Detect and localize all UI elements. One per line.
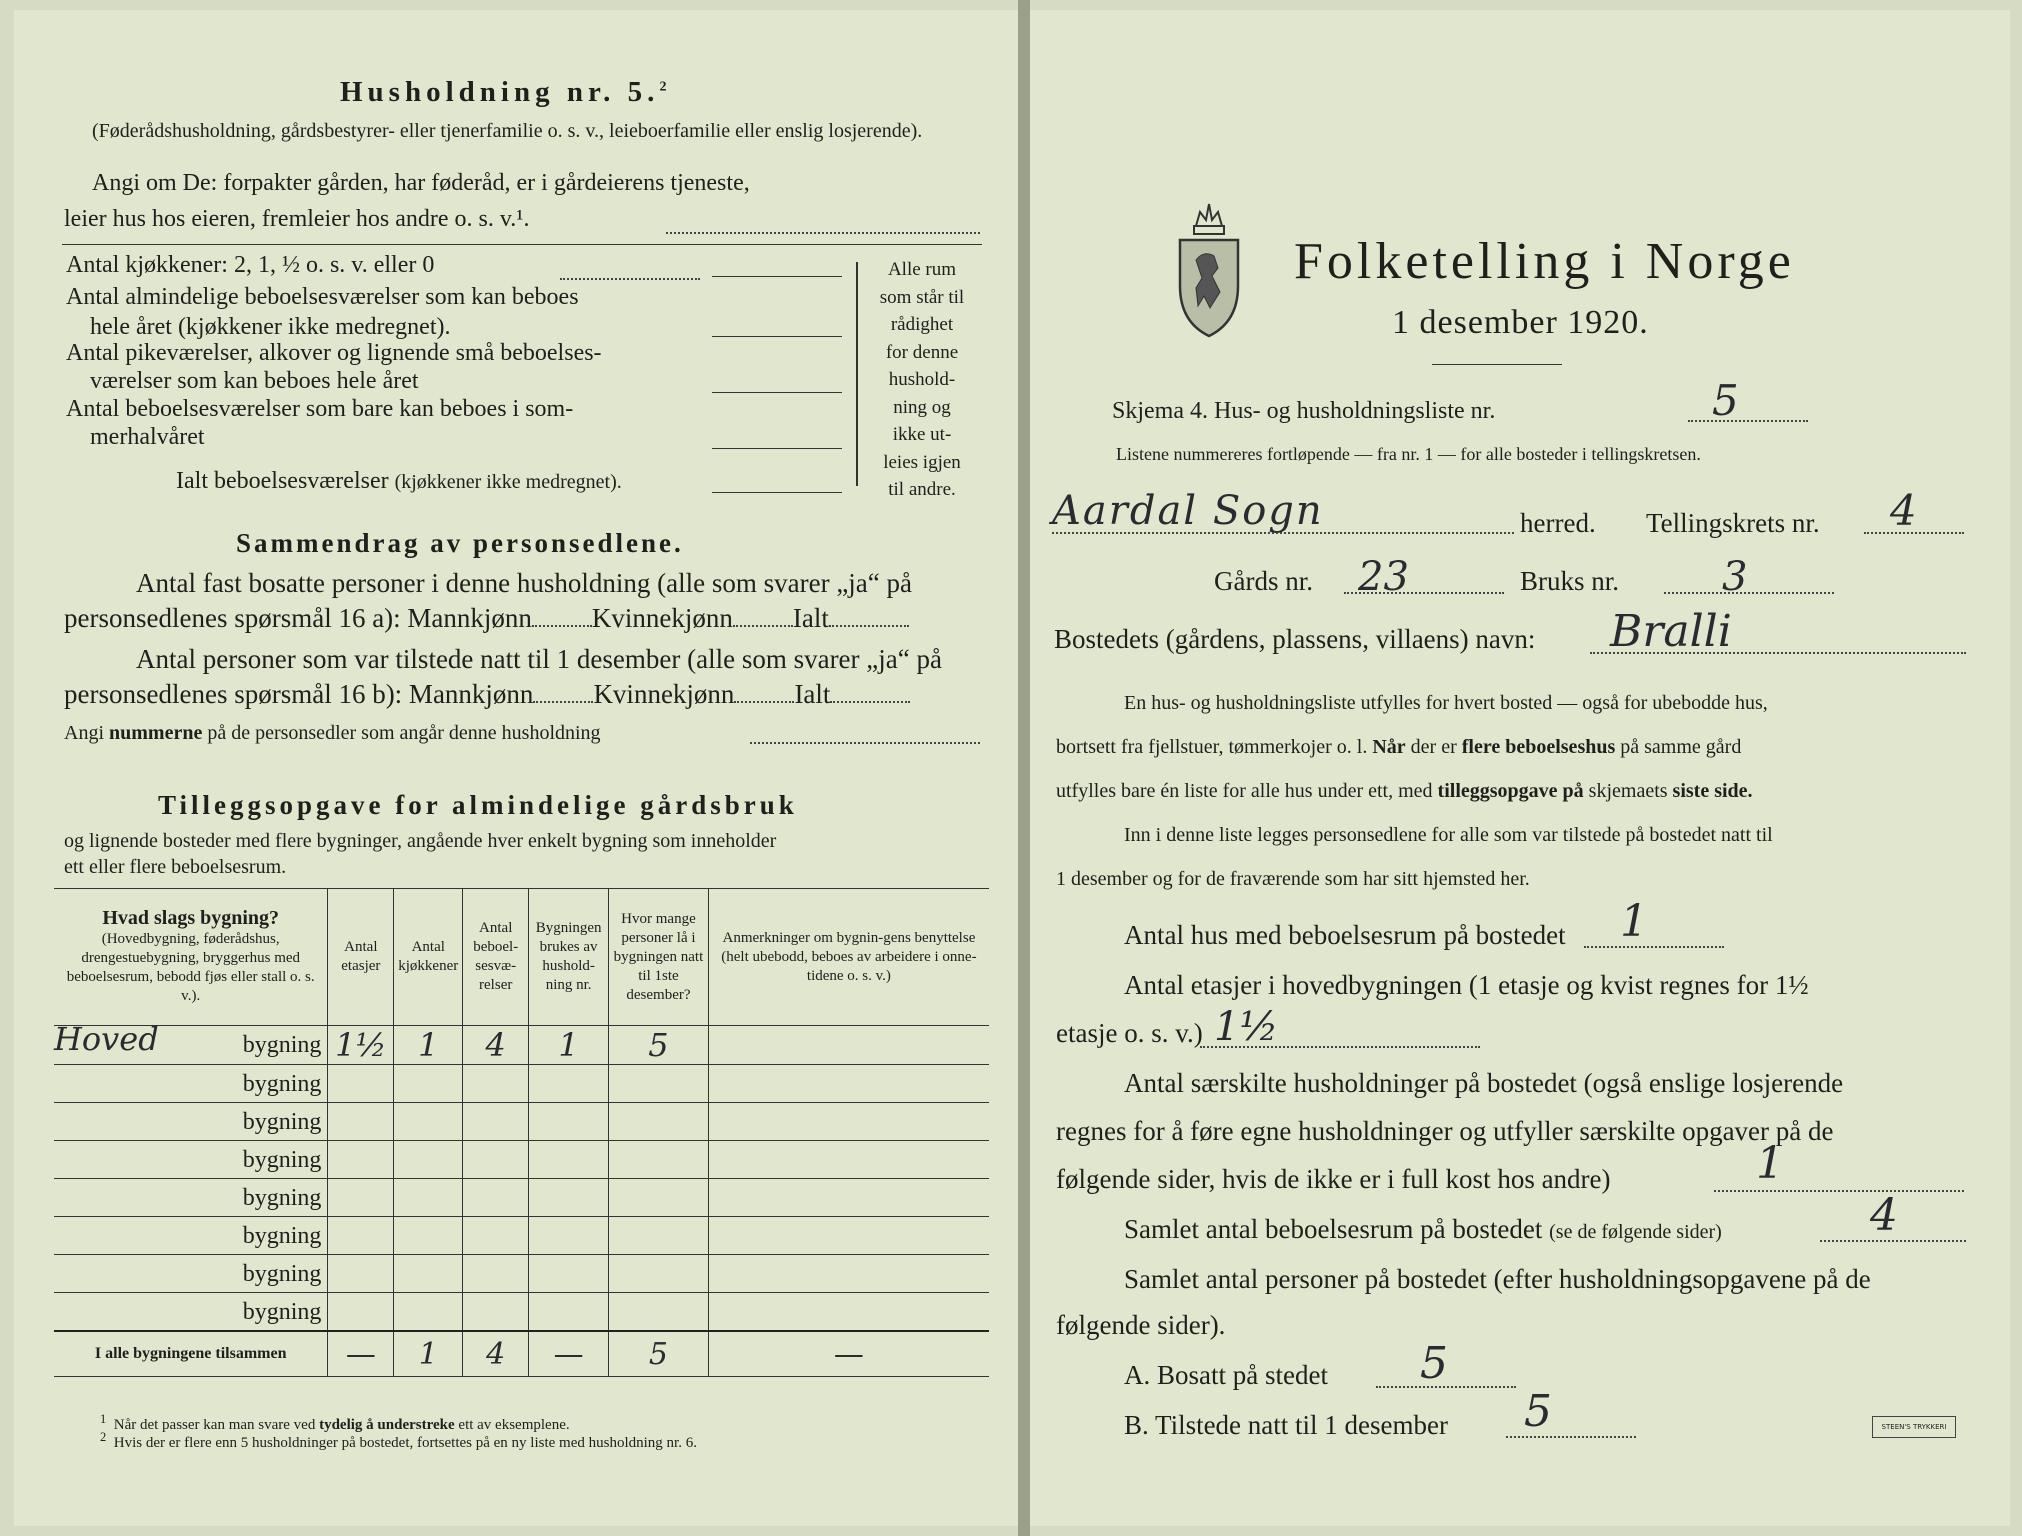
header-persons: Hvor mange personer lå i bygningen natt til 1ste desember? xyxy=(609,889,709,1026)
building-kitchens-cell xyxy=(394,1065,463,1103)
header-remarks: Anmerkninger om bygnin-gens benyttelse (helt ubebodd, beboes av arbeidere i onne-tidene o. s. v.) xyxy=(708,889,989,1026)
building-row-label: bygning xyxy=(242,1071,322,1097)
building-row xyxy=(54,1141,989,1179)
kitchens-answer-line xyxy=(712,276,842,277)
building-rooms-cell xyxy=(463,1217,529,1255)
building-row xyxy=(54,1255,989,1293)
building-row-label: bygning xyxy=(242,1299,322,1325)
building-type-cell xyxy=(54,1217,328,1255)
gards-value: 23 xyxy=(1358,554,1409,600)
ordinary-rooms-answer-line xyxy=(712,336,842,337)
building-kitchens-cell: 1 xyxy=(394,1026,463,1065)
building-type-cell xyxy=(54,1065,328,1103)
building-rooms-cell xyxy=(463,1103,529,1141)
building-remarks-cell xyxy=(708,1255,989,1293)
building-persons-cell xyxy=(609,1141,709,1179)
building-persons-cell xyxy=(609,1293,709,1332)
printer-stamp: STEEN'S TRYKKERI xyxy=(1872,1416,1956,1438)
herred-line xyxy=(1052,532,1514,534)
header-rooms: Antal beboel-sesvæ-relser xyxy=(463,889,529,1026)
summer-rooms-answer-line xyxy=(712,448,842,449)
building-kitchens-cell xyxy=(394,1103,463,1141)
building-floors-cell xyxy=(328,1255,394,1293)
building-remarks-cell xyxy=(708,1179,989,1217)
bruks-line xyxy=(1664,592,1834,594)
building-type-cell xyxy=(54,1103,328,1141)
header-building-type: Hvad slags bygning? (Hovedbygning, føderådshus, drengestuebygning, bryggerhus med beboelsesrum, bebodd fjøs eller stall o. s. v.). xyxy=(54,889,328,1026)
households-answer: 1 xyxy=(1756,1138,1784,1189)
households-question-2: regnes for å føre egne husholdninger og utfyller særskilte opgaver på de xyxy=(1056,1116,1834,1146)
farm-title: Tilleggsopgave for almindelige gårdsbruk xyxy=(158,790,798,820)
building-floors-cell xyxy=(328,1179,394,1217)
tenure-question-1: Angi om De: forpakter gården, har føderåd, er i gårdeierens tjeneste, xyxy=(92,170,750,196)
building-household-cell xyxy=(529,1217,609,1255)
buildings-table xyxy=(54,888,989,1377)
building-persons-cell xyxy=(609,1217,709,1255)
building-floors-cell xyxy=(328,1217,394,1255)
total-rooms-question: Ialt beboelsesværelser (kjøkkener ikke medregnet). xyxy=(176,468,622,494)
footnote-2: $^2$ Hvis der er flere enn 5 husholdninger på bostedet, fortsettes på en ny liste med husholdning nr. 6. xyxy=(100,1430,697,1451)
building-remarks-cell xyxy=(708,1141,989,1179)
building-type-cell xyxy=(54,1293,328,1332)
farm-subtitle-2: ett eller flere beboelsesrum. xyxy=(64,856,287,878)
building-remarks-cell xyxy=(708,1026,989,1065)
building-rooms-cell xyxy=(463,1141,529,1179)
building-row-label: bygning xyxy=(242,1261,322,1287)
rooms-answer: 4 xyxy=(1870,1190,1898,1241)
building-remarks-cell xyxy=(708,1103,989,1141)
summary-p2-line2: personsedlenes spørsmål 16 b): Mannkjønn Kvinnekjønn Ialt xyxy=(64,679,910,710)
household-title-text: Husholdning nr. 5. xyxy=(340,76,660,108)
building-household-cell xyxy=(529,1293,609,1332)
kitchens-question: Antal kjøkkener: 2, 1, ½ o. s. v. eller 0 xyxy=(66,252,435,278)
schema-number-line xyxy=(1688,420,1808,422)
building-household-cell xyxy=(529,1179,609,1217)
bruks-value: 3 xyxy=(1722,554,1748,600)
instructions-2: bortsett fra fjellstuer, tømmerkojer o. l. Når der er flere beboelseshus på samme gård xyxy=(1056,736,1742,758)
building-row xyxy=(54,1179,989,1217)
building-type-cell xyxy=(54,1020,328,1065)
rooms-brace-note: Alle rum som står til rådighet for denne hushold- ning og ikke ut- leies igjen til andre. xyxy=(879,259,965,500)
building-row xyxy=(54,1217,989,1255)
building-remarks-cell xyxy=(708,1293,989,1332)
persons-question-1: Samlet antal personer på bostedet (efter husholdningsopgavene på de xyxy=(1124,1264,1871,1294)
krets-line xyxy=(1864,532,1964,534)
building-type-cell xyxy=(54,1255,328,1293)
bosted-value: Bralli xyxy=(1610,606,1732,657)
building-row-label: bygning xyxy=(242,1147,322,1173)
divider xyxy=(62,244,982,245)
building-rooms-cell: 4 xyxy=(463,1026,529,1065)
floors-question-1: Antal etasjer i hovedbygningen (1 etasje og kvist regnes for 1½ xyxy=(1124,970,1809,1000)
building-remarks-cell xyxy=(708,1217,989,1255)
total-kitchens: 1 xyxy=(394,1331,463,1377)
building-persons-cell: 5 xyxy=(609,1026,709,1065)
buildings-total-row xyxy=(54,1331,989,1377)
households-line xyxy=(1714,1190,1964,1192)
gards-line xyxy=(1344,592,1504,594)
present-label: B. Tilstede natt til 1 desember xyxy=(1124,1410,1448,1440)
title-footnote-mark: 2 xyxy=(659,79,672,95)
instructions-3: utfylles bare én liste for alle hus under ett, med tilleggsopgave på skjemaets siste side. xyxy=(1056,780,1753,802)
total-rooms: 4 xyxy=(463,1331,529,1377)
present-value: 5 xyxy=(1524,1386,1552,1437)
instructions-4: Inn i denne liste legges personsedlene for alle som var tilstede på bostedet natt til xyxy=(1124,824,1773,846)
building-type-cell xyxy=(54,1141,328,1179)
summary-p1-line1: Antal fast bosatte personer i denne husholdning (alle som svarer „ja“ på xyxy=(136,568,912,598)
total-remarks: — xyxy=(708,1331,989,1377)
small-rooms-question-1: Antal pikeværelser, alkover og lignende små beboelses- xyxy=(66,340,602,366)
present-line xyxy=(1506,1436,1636,1438)
instructions-1: En hus- og husholdningsliste utfylles for hvert bosted — også for ubebodde hus, xyxy=(1124,692,1768,714)
building-row-label: bygning xyxy=(242,1185,322,1211)
total-rooms-answer-line xyxy=(712,492,842,493)
buildings-table-header xyxy=(54,889,989,1026)
building-household-cell xyxy=(529,1103,609,1141)
building-kitchens-cell xyxy=(394,1179,463,1217)
total-label: I alle bygningene tilsammen xyxy=(54,1331,328,1377)
building-kitchens-cell xyxy=(394,1293,463,1332)
gards-label: Gårds nr. xyxy=(1214,566,1313,596)
schema-label: Skjema 4. Hus- og husholdningsliste nr. xyxy=(1112,398,1496,424)
floors-question-2: etasje o. s. v.) xyxy=(1056,1018,1203,1048)
census-title: Folketelling i Norge xyxy=(1294,233,1795,290)
houses-question: Antal hus med beboelsesrum på bostedet xyxy=(1124,920,1566,950)
total-floors: — xyxy=(328,1331,394,1377)
building-floors-cell xyxy=(328,1141,394,1179)
total-household: — xyxy=(529,1331,609,1377)
rooms-brace xyxy=(856,262,858,486)
rooms-line xyxy=(1820,1240,1966,1242)
summary-title: Sammendrag av personsedlene. xyxy=(236,528,684,558)
building-row xyxy=(54,1103,989,1141)
building-kitchens-cell xyxy=(394,1255,463,1293)
building-row xyxy=(54,1293,989,1332)
resident-line xyxy=(1376,1386,1516,1388)
summer-rooms-question-1: Antal beboelsesværelser som bare kan beboes i som- xyxy=(66,396,574,422)
building-kitchens-cell xyxy=(394,1217,463,1255)
persons-question-2: følgende sider). xyxy=(1056,1310,1226,1340)
building-row xyxy=(54,1065,989,1103)
kitchens-dots xyxy=(560,278,700,280)
bosted-label: Bostedets (gårdens, plassens, villaens) navn: xyxy=(1054,624,1536,654)
building-persons-cell xyxy=(609,1179,709,1217)
household-paren-note: (Føderådshusholdning, gårdsbestyrer- eller tjenerfamilie o. s. v., leieboerfamilie eller enslig losjerende). xyxy=(92,120,923,142)
census-date: 1 desember 1920. xyxy=(1392,304,1649,341)
building-persons-cell xyxy=(609,1255,709,1293)
tenure-answer-line xyxy=(666,232,980,234)
footnote-1: $^1$ Når det passer kan man svare ved tydelig å understreke ett av eksemplene. xyxy=(100,1412,570,1433)
building-persons-cell xyxy=(609,1065,709,1103)
summary-p2-line1: Antal personer som var tilstede natt til 1 desember (alle som svarer „ja“ på xyxy=(136,644,942,674)
households-question-3: følgende sider, hvis de ikke er i full kost hos andre) xyxy=(1056,1164,1611,1194)
ordinary-rooms-question-2: hele året (kjøkkener ikke medregnet). xyxy=(90,314,451,340)
herred-label: herred. xyxy=(1520,508,1596,538)
summer-rooms-question-2: merhalvåret xyxy=(90,424,205,450)
herred-value: Aardal Sogn xyxy=(1052,488,1324,534)
households-question-1: Antal særskilte husholdninger på bostedet (også enslige losjerende xyxy=(1124,1068,1844,1098)
building-rooms-cell xyxy=(463,1255,529,1293)
bruks-label: Bruks nr. xyxy=(1520,566,1620,596)
building-type-cell xyxy=(54,1179,328,1217)
bosted-line xyxy=(1590,652,1966,654)
building-household-cell xyxy=(529,1141,609,1179)
ordinary-rooms-question-1: Antal almindelige beboelsesværelser som kan beboes xyxy=(66,284,579,310)
building-floors-cell: 1½ xyxy=(328,1026,394,1065)
krets-label: Tellingskrets nr. xyxy=(1646,508,1820,538)
total-persons: 5 xyxy=(609,1331,709,1377)
building-household-cell: 1 xyxy=(529,1026,609,1065)
resident-label: A. Bosatt på stedet xyxy=(1124,1360,1328,1390)
summary-p1-line2: personsedlenes spørsmål 16 a): Mannkjønn Kvinnekjønn Ialt xyxy=(64,603,909,634)
floors-line xyxy=(1200,1046,1480,1048)
building-floors-cell xyxy=(328,1065,394,1103)
small-rooms-answer-line xyxy=(712,392,842,393)
small-rooms-question-2: værelser som kan beboes hele året xyxy=(90,368,419,394)
household-title xyxy=(340,76,671,109)
numbering-note: Listene nummereres fortløpende — fra nr. 1 — for alle bosteder i tellingskretsen. xyxy=(1116,444,1701,464)
building-name: Hoved xyxy=(54,1020,159,1058)
building-row xyxy=(54,1026,989,1065)
building-household-cell xyxy=(529,1065,609,1103)
page-gutter xyxy=(1018,0,1030,1536)
norway-coat-of-arms xyxy=(1174,196,1244,341)
building-floors-cell xyxy=(328,1103,394,1141)
building-row-label: bygning xyxy=(242,1223,322,1249)
floors-answer: 1½ xyxy=(1214,1004,1279,1050)
summary-p3-dots xyxy=(750,742,980,744)
krets-value: 4 xyxy=(1890,486,1917,535)
building-rooms-cell xyxy=(463,1179,529,1217)
houses-line xyxy=(1584,946,1724,948)
building-row-label: bygning xyxy=(242,1109,322,1135)
date-underline xyxy=(1432,364,1562,365)
instructions-5: 1 desember og for de fraværende som har sitt hjemsted her. xyxy=(1056,868,1530,890)
summary-p3: Angi nummerne på de personsedler som angår denne husholdning xyxy=(64,722,601,744)
building-rooms-cell xyxy=(463,1065,529,1103)
building-row-label: bygning xyxy=(242,1032,322,1058)
resident-value: 5 xyxy=(1420,1338,1448,1389)
building-household-cell xyxy=(529,1255,609,1293)
building-rooms-cell xyxy=(463,1293,529,1332)
farm-subtitle-1: og lignende bosteder med flere bygninger, angående hver enkelt bygning som inneholder xyxy=(64,830,777,852)
rooms-question: Samlet antal beboelsesrum på bostedet (se de følgende sider) xyxy=(1124,1214,1722,1244)
schema-number: 5 xyxy=(1712,376,1739,425)
building-remarks-cell xyxy=(708,1065,989,1103)
building-floors-cell xyxy=(328,1293,394,1332)
building-kitchens-cell xyxy=(394,1141,463,1179)
header-floors: Antal etasjer xyxy=(328,889,394,1026)
houses-answer: 1 xyxy=(1620,896,1648,947)
building-persons-cell xyxy=(609,1103,709,1141)
header-household: Bygningen brukes av hushold-ning nr. xyxy=(529,889,609,1026)
tenure-question-2: leier hus hos eieren, fremleier hos andre o. s. v.¹. xyxy=(64,206,530,232)
header-kitchens: Antal kjøkkener xyxy=(394,889,463,1026)
